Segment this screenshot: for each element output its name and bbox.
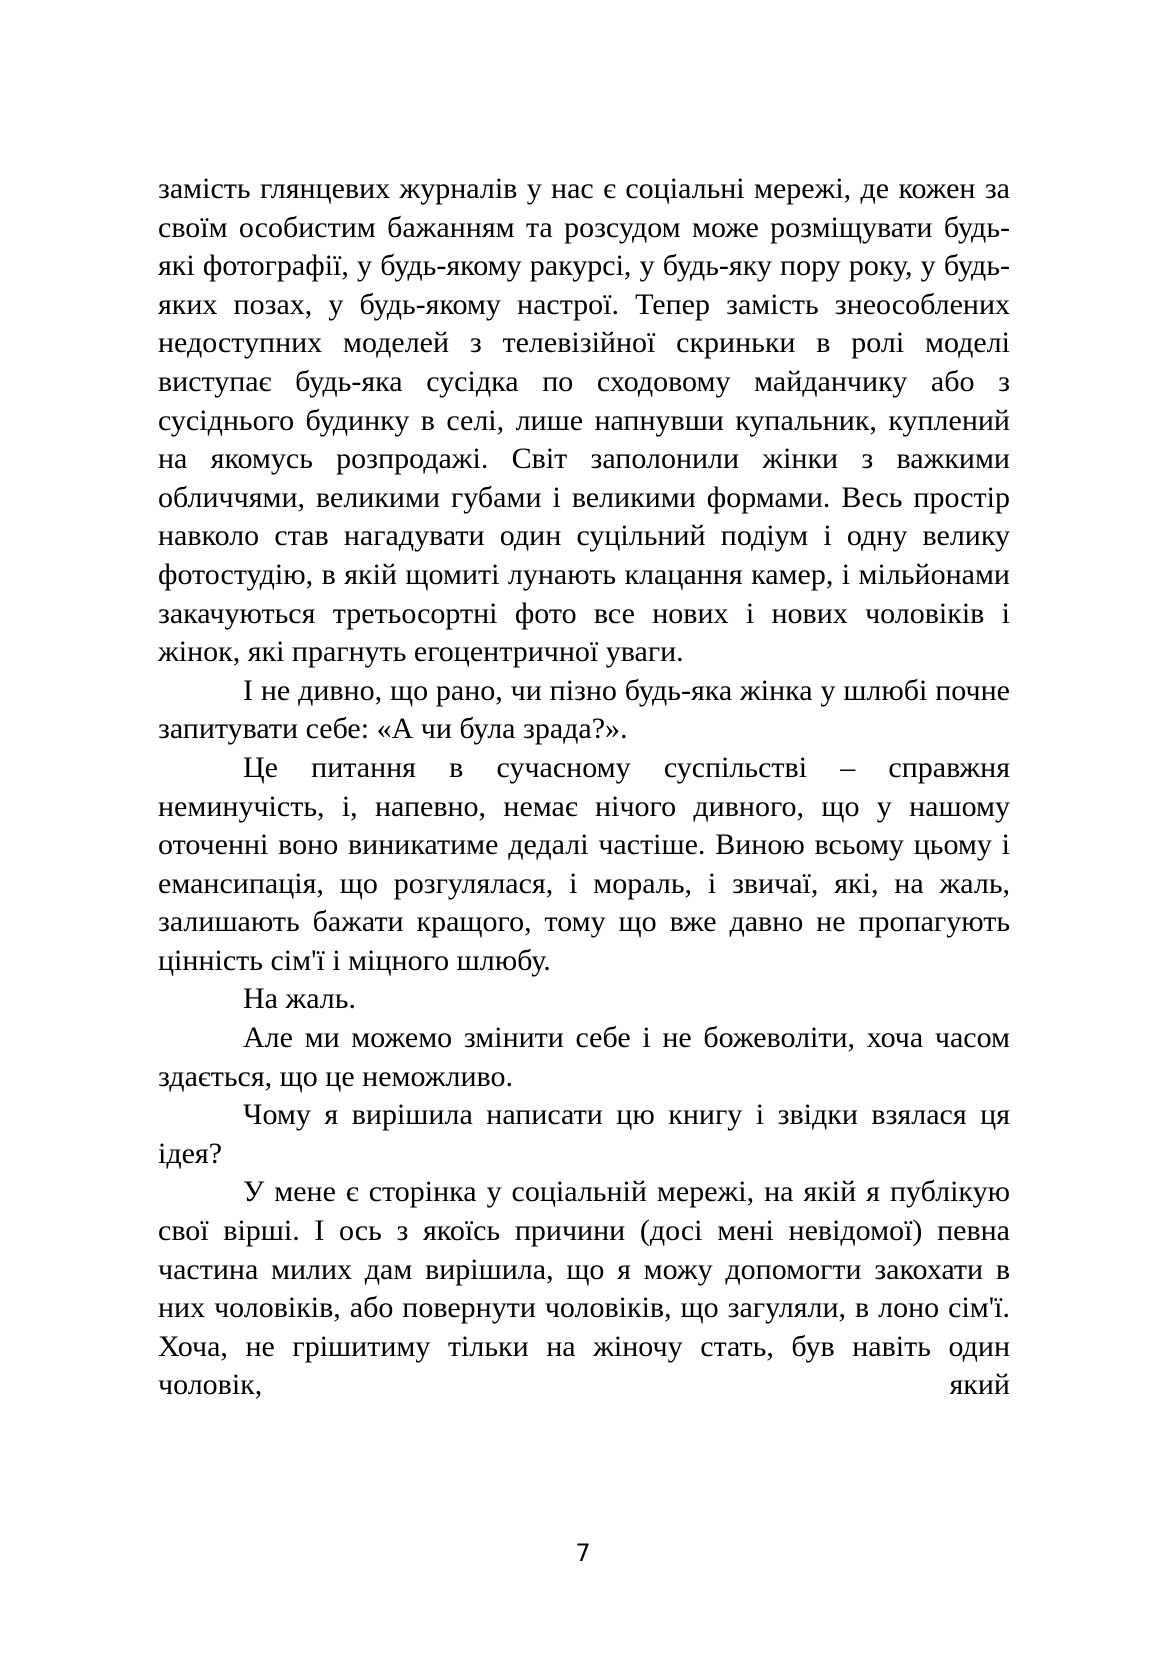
page-number: 7 [575, 1539, 591, 1567]
paragraph: Але ми можемо змінити себе і не божеволіти, хоча часом здається, що це неможливо. [158, 1021, 1010, 1093]
body-text [158, 170, 1010, 1405]
paragraph: Це питання в сучасному суспільстві – справжня неминучість, і, напевно, немає нічого дивного, що у нашому оточенні воно виникатиме дедалі частіше. Виною всьому цьому і емансипація, що розгулялася, і мораль, і звичаї, які, на жаль, залишають бажати кращого, тому що вже давно не пропагують цінність сім'ї і міцного шлюбу. [158, 750, 1010, 977]
paragraph-continuation: замість глянцевих журналів у нас є соціальні мережі, де кожен за своїм особистим бажанням та розсудом може розміщувати будь-які фотографії, у будь-якому ракурсі, у будь-яку пору року, у будь-яких позах, у будь-якому настрої. Тепер замість знеособлених недоступних моделей з телевізійної скриньки в ролі моделі виступає будь-яка сусідка по сходовому майданчику або з сусіднього будинку в селі, лише напнувши купальник, куплений на якомусь розпродажі. Світ заполонили жінки з важкими обличчями, великими губами і великими формами. Весь простір навколо став нагадувати один суцільний подіум і одну велику фотостудію, в якій щомиті лунають клацання камер, і мільйонами закачуються третьосортні фото все нових і нових чоловіків і жінок, які прагнуть егоцентричної уваги. [158, 172, 1010, 669]
paragraph: І не дивно, що рано, чи пізно будь-яка жінка у шлюбі почне запитувати себе: «А чи була зрада?». [158, 673, 1010, 746]
paragraph: На жаль. [243, 982, 356, 1016]
paragraph-last: У мене є сторінка у соціальній мережі, на якій я публікую свої вірші. І ось з якоїсь причини (досі мені невідомої) певна частина милих дам вирішила, що я можу допомогти закохати в них чоловіків, або повернути чоловіків, що загуляли, в лоно сім'ї. Хоча, не грішитиму тільки на жіночу стать, був навіть один чоловік, який [158, 1175, 1010, 1402]
paragraph: Чому я вирішила написати цю книгу і звідки взялася ця ідея? [158, 1098, 1010, 1170]
